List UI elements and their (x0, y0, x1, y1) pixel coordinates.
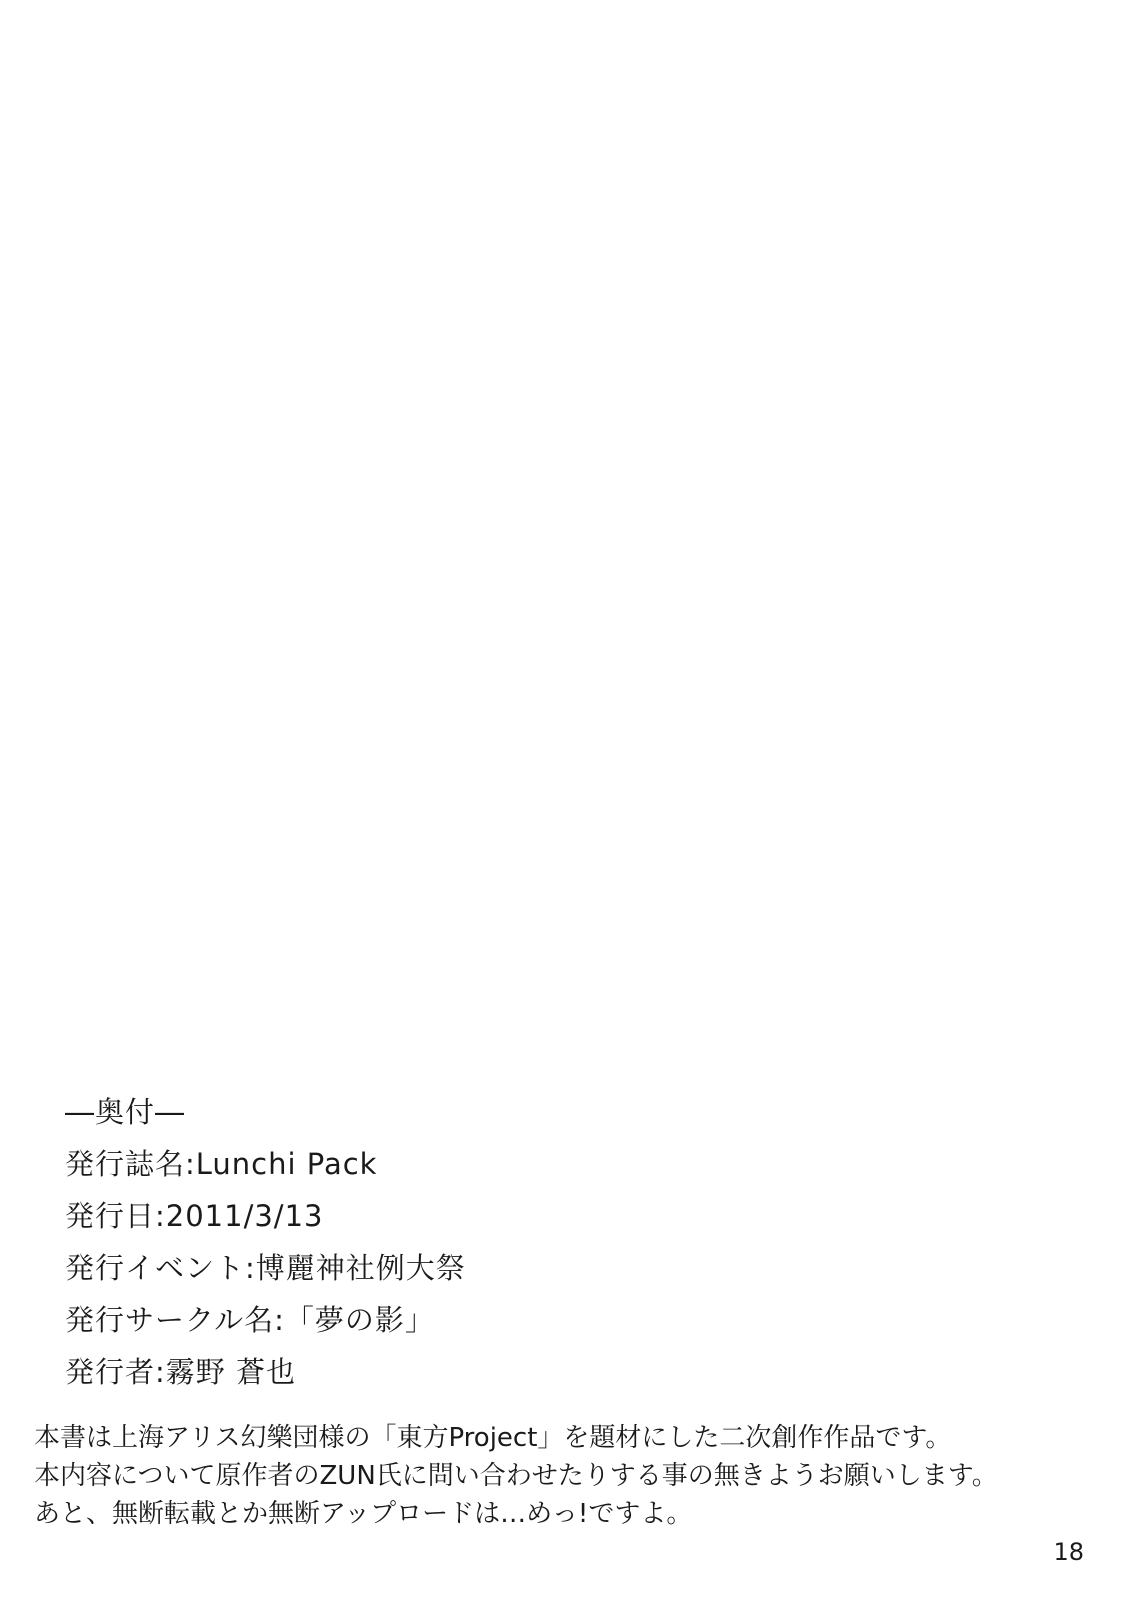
disclaimer-line: あと、無断転載とか無断アップロードは…めっ!ですよ。 (34, 1499, 693, 1529)
disclaimer-line: 本内容について原作者のZUN氏に問い合わせたりする事の無きようお願いします。 (34, 1461, 998, 1491)
colophon-line-publisher: 発行者:霧野 蒼也 (65, 1355, 296, 1389)
colophon-line-publication-title: 発行誌名:Lunchi Pack (65, 1147, 378, 1181)
disclaimer-block (34, 1419, 998, 1533)
colophon-line-circle: 発行サークル名:「夢の影」 (65, 1303, 435, 1337)
colophon-line-publication-date: 発行日:2011/3/13 (65, 1199, 324, 1233)
colophon-line-event: 発行イベント:博麗神社例大祭 (65, 1251, 466, 1285)
colophon-heading: ―奥付― (65, 1095, 186, 1129)
page-number: 18 (1053, 1538, 1084, 1566)
disclaimer-line: 本書は上海アリス幻樂団様の「東方Project」を題材にした二次創作作品です。 (34, 1423, 952, 1453)
colophon-block (65, 1086, 466, 1398)
